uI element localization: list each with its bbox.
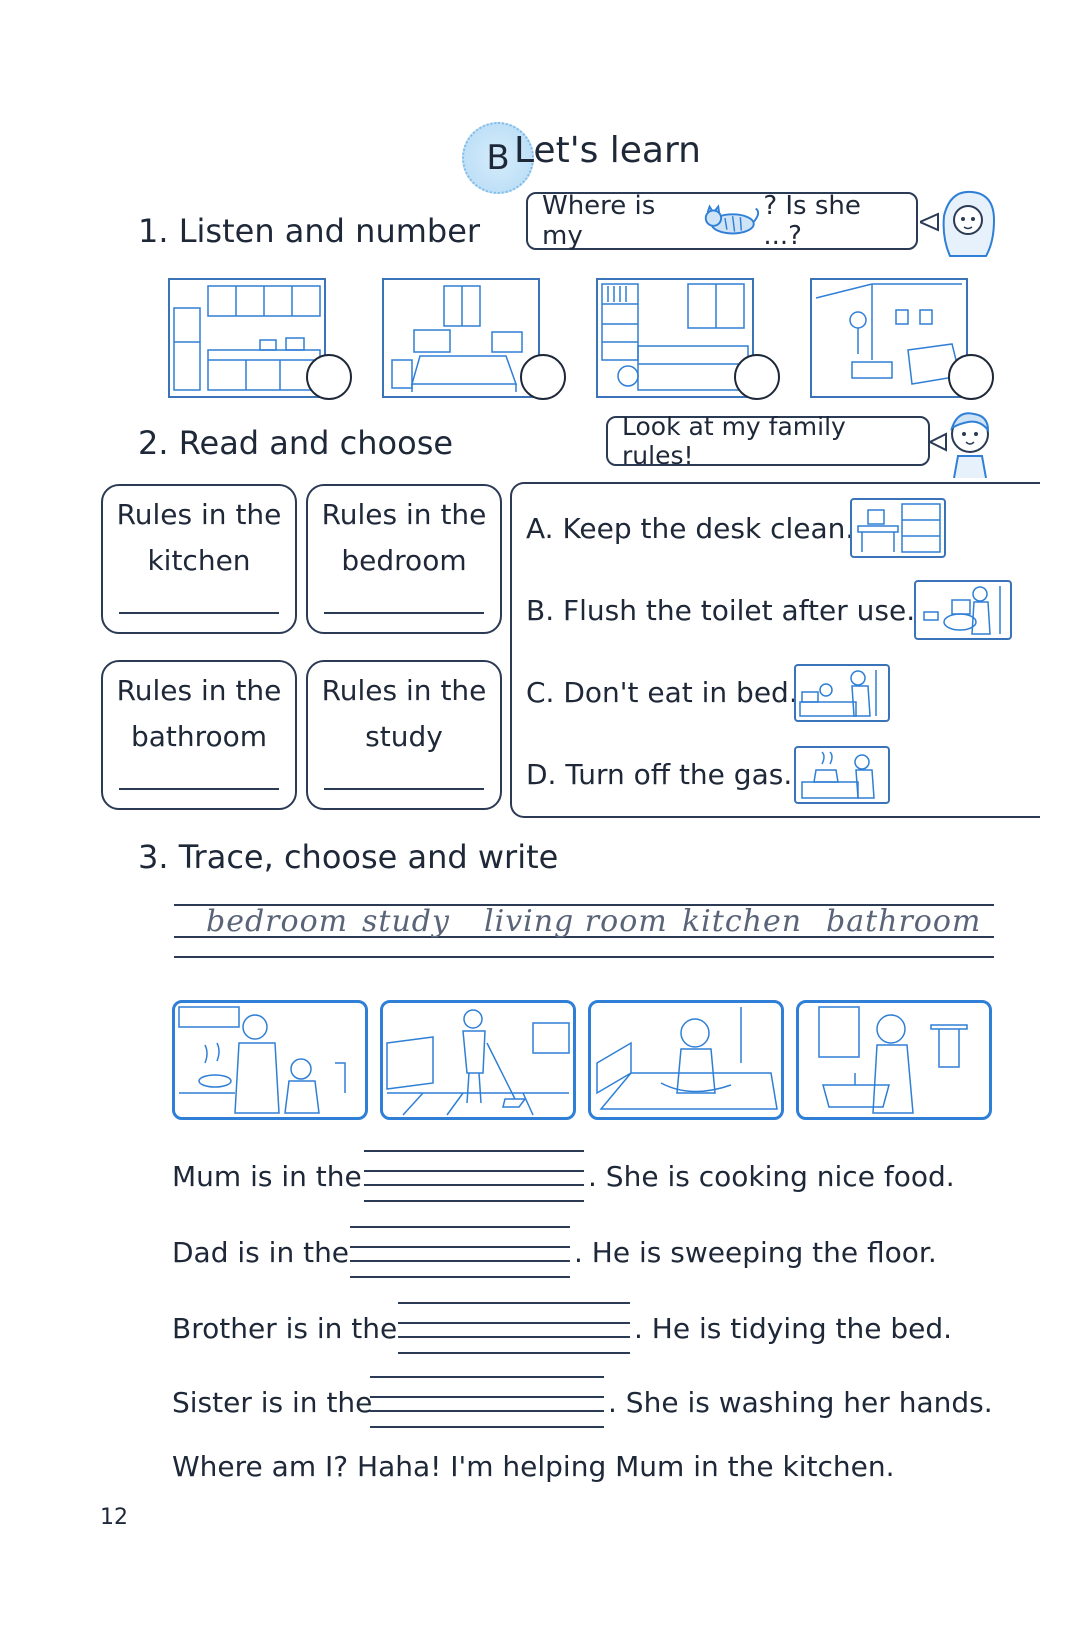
- ex2-speech-bubble: Look at my family rules!: [606, 416, 930, 466]
- option-b-picture: [914, 580, 1012, 640]
- sentence-3-blank[interactable]: [398, 1302, 630, 1354]
- number-circle-3[interactable]: [734, 354, 780, 400]
- rule-box-label: Rules in the: [116, 498, 282, 531]
- bubble-text-start: Where is my: [542, 191, 656, 251]
- rule-box-room: bedroom: [341, 544, 467, 577]
- boy-avatar-icon: [930, 406, 1000, 480]
- option-d[interactable]: D. Turn off the gas.: [526, 758, 793, 791]
- option-a-picture: [850, 498, 946, 558]
- sentence-2-end: . He is sweeping the floor.: [574, 1236, 937, 1269]
- answer-blank[interactable]: [324, 612, 484, 614]
- number-circle-2[interactable]: [520, 354, 566, 400]
- rule-box-bathroom: [101, 660, 297, 810]
- rule-box-room: kitchen: [147, 544, 251, 577]
- sentence-1-blank[interactable]: [364, 1150, 584, 1202]
- bed-eating-icon: [796, 666, 888, 720]
- dad-sweeping-picture: [380, 1000, 576, 1120]
- sweeping-scene-icon: [383, 1003, 573, 1117]
- answer-blank[interactable]: [119, 788, 279, 790]
- page-number: 12: [100, 1505, 128, 1530]
- gas-stove-icon: [796, 748, 888, 802]
- living-room-picture: [810, 278, 968, 398]
- trace-word[interactable]: bathroom: [826, 904, 982, 939]
- sister-washing-picture: [796, 1000, 992, 1120]
- sentence-4-end: . She is washing her hands.: [608, 1386, 993, 1419]
- bedroom-picture: [382, 278, 540, 398]
- sentence-1-start: Mum is in the: [172, 1160, 362, 1193]
- kitchen-picture: [168, 278, 326, 398]
- brother-tidying-picture: [588, 1000, 784, 1120]
- desk-icon: [852, 500, 944, 556]
- rule-box-study: [306, 660, 502, 810]
- mum-cooking-picture: [172, 1000, 368, 1120]
- rule-box-room: study: [365, 720, 443, 753]
- bedroom-scene-icon: [384, 280, 538, 396]
- ex1-heading: 1. Listen and number: [138, 212, 481, 250]
- girl-avatar-icon: [920, 186, 1000, 260]
- sentence-1-end: . She is cooking nice food.: [588, 1160, 955, 1193]
- sentence-4-start: Sister is in the: [172, 1386, 373, 1419]
- sentence-3-start: Brother is in the: [172, 1312, 398, 1345]
- ex3-heading: 3. Trace, choose and write: [138, 838, 559, 876]
- rule-box-label: Rules in the: [321, 498, 487, 531]
- number-circle-4[interactable]: [948, 354, 994, 400]
- cat-icon: [700, 204, 761, 238]
- rule-box-room: bathroom: [130, 720, 268, 753]
- rule-box-label: Rules in the: [321, 674, 487, 707]
- closing-line: Where am I? Haha! I'm helping Mum in the kitchen.: [172, 1450, 895, 1483]
- toilet-icon: [916, 582, 1010, 638]
- trace-row: [174, 898, 994, 962]
- section-letter: B: [486, 138, 510, 178]
- number-circle-1[interactable]: [306, 354, 352, 400]
- tidying-bed-scene-icon: [591, 1003, 781, 1117]
- rule-box-bedroom: [306, 484, 502, 634]
- trace-line-bottom: [174, 956, 994, 958]
- living-room-scene-icon: [812, 280, 966, 396]
- trace-word[interactable]: bedroom: [206, 904, 349, 939]
- sentence-3-end: . He is tidying the bed.: [634, 1312, 953, 1345]
- study-scene-icon: [598, 280, 752, 396]
- trace-word[interactable]: living room: [484, 904, 668, 939]
- option-b[interactable]: B. Flush the toilet after use.: [526, 594, 916, 627]
- trace-word[interactable]: study: [362, 904, 450, 939]
- section-title: Let's learn: [514, 130, 701, 171]
- bubble-text-end: ? Is she ...?: [763, 191, 861, 251]
- option-a[interactable]: A. Keep the desk clean.: [526, 512, 855, 545]
- option-c-picture: [794, 664, 890, 722]
- kitchen-scene-icon: [170, 280, 324, 396]
- trace-word[interactable]: kitchen: [682, 904, 803, 939]
- study-picture: [596, 278, 754, 398]
- rule-box-label: Rules in the: [116, 674, 282, 707]
- rule-box-kitchen: [101, 484, 297, 634]
- washing-hands-scene-icon: [799, 1003, 989, 1117]
- ex2-heading: 2. Read and choose: [138, 424, 454, 462]
- cooking-scene-icon: [175, 1003, 365, 1117]
- sentence-4-blank[interactable]: [370, 1376, 604, 1428]
- option-c[interactable]: C. Don't eat in bed.: [526, 676, 798, 709]
- option-d-picture: [794, 746, 890, 804]
- sentence-2-start: Dad is in the: [172, 1236, 350, 1269]
- sentence-2-blank[interactable]: [350, 1226, 570, 1278]
- ex1-speech-bubble: [526, 192, 918, 250]
- answer-blank[interactable]: [324, 788, 484, 790]
- answer-blank[interactable]: [119, 612, 279, 614]
